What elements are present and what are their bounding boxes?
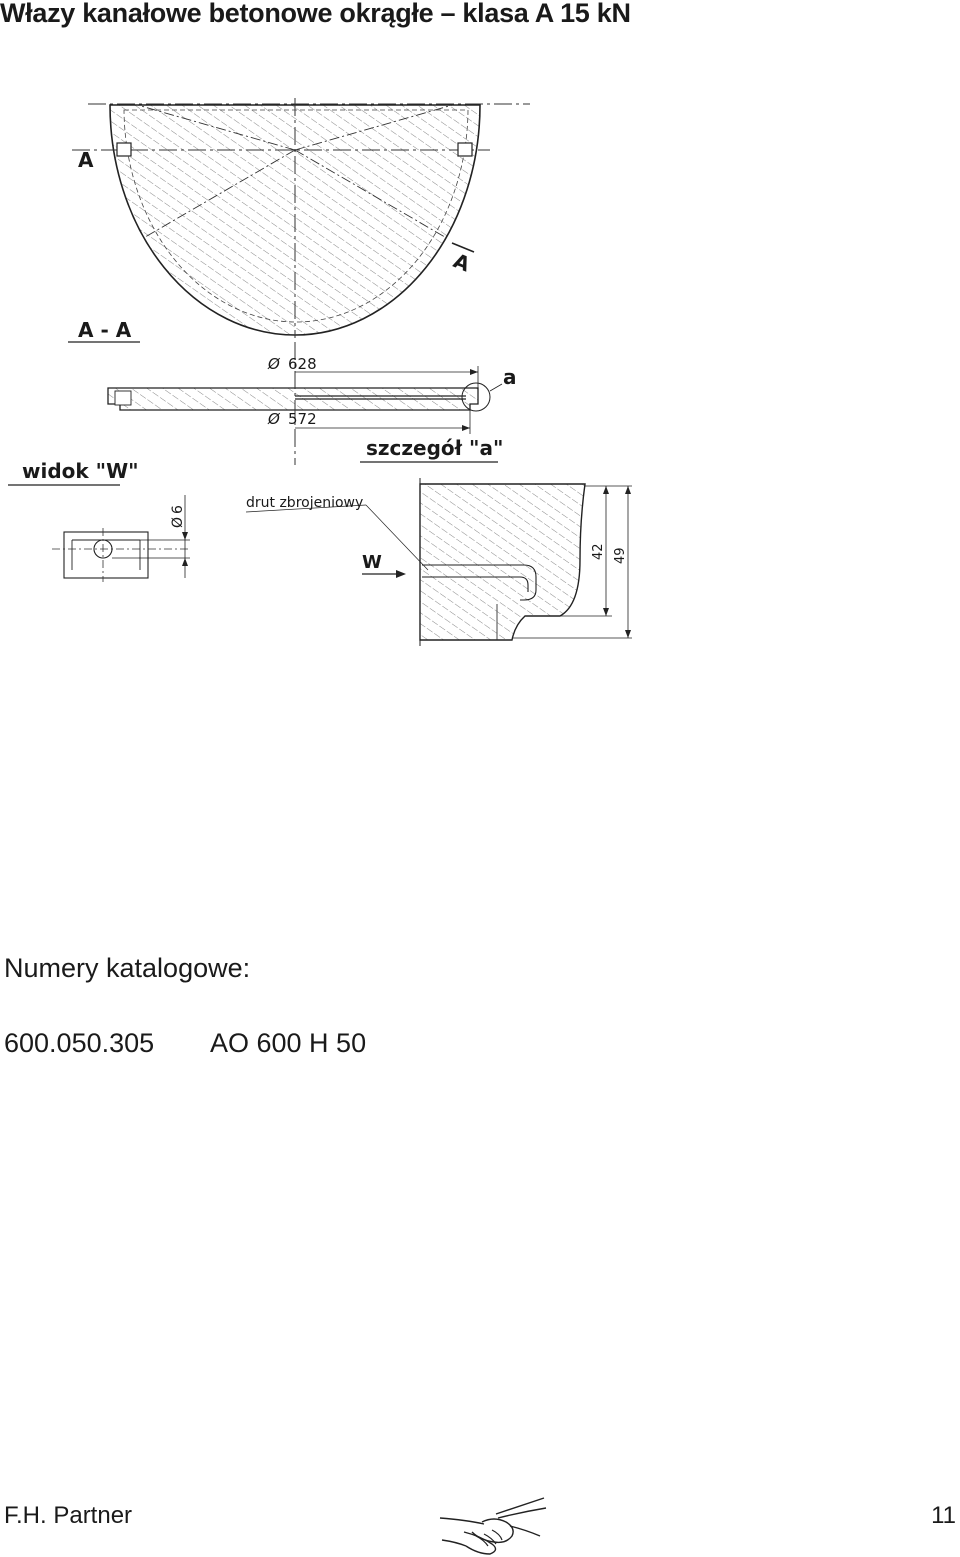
section-mark-a: A — [78, 148, 94, 172]
dim-49-label: 49 — [613, 547, 628, 564]
svg-text:Ø: Ø — [268, 355, 280, 373]
svg-text:Ø: Ø — [268, 410, 280, 428]
detail-title: szczegół "a" — [366, 436, 504, 460]
diameter-outer-label: 628 — [288, 355, 317, 373]
page-number: 11 — [931, 1502, 956, 1529]
catalog-row — [4, 1028, 366, 1059]
plan-view — [72, 98, 530, 338]
hole-diameter-label: 6 — [170, 505, 186, 514]
page-title: Włazy kanałowe betonowe okrągłe – klasa A 15 kN — [0, 0, 631, 28]
detail-ref-label: a — [503, 365, 517, 389]
view-title: widok "W" — [22, 459, 139, 483]
wire-label: drut zbrojeniowy — [246, 495, 364, 511]
technical-drawing — [0, 0, 960, 660]
section-title: A - A — [78, 318, 132, 342]
dim-42-label: 42 — [591, 543, 606, 560]
diameter-inner-label: 572 — [288, 410, 317, 428]
footer-brand: F.H. Partner — [4, 1502, 133, 1529]
view-arrow-label: W — [362, 552, 382, 573]
svg-text:Ø: Ø — [170, 516, 186, 528]
catalog-heading: Numery katalogowe: — [4, 953, 251, 983]
catalog-number: 600.050.305 — [4, 1028, 155, 1058]
catalog-product-name: AO 600 H 50 — [210, 1028, 367, 1058]
view-w — [8, 459, 190, 582]
section-mark-a-rotated: A — [450, 248, 474, 277]
handshake-icon — [436, 1496, 548, 1556]
detail-a — [246, 436, 632, 646]
